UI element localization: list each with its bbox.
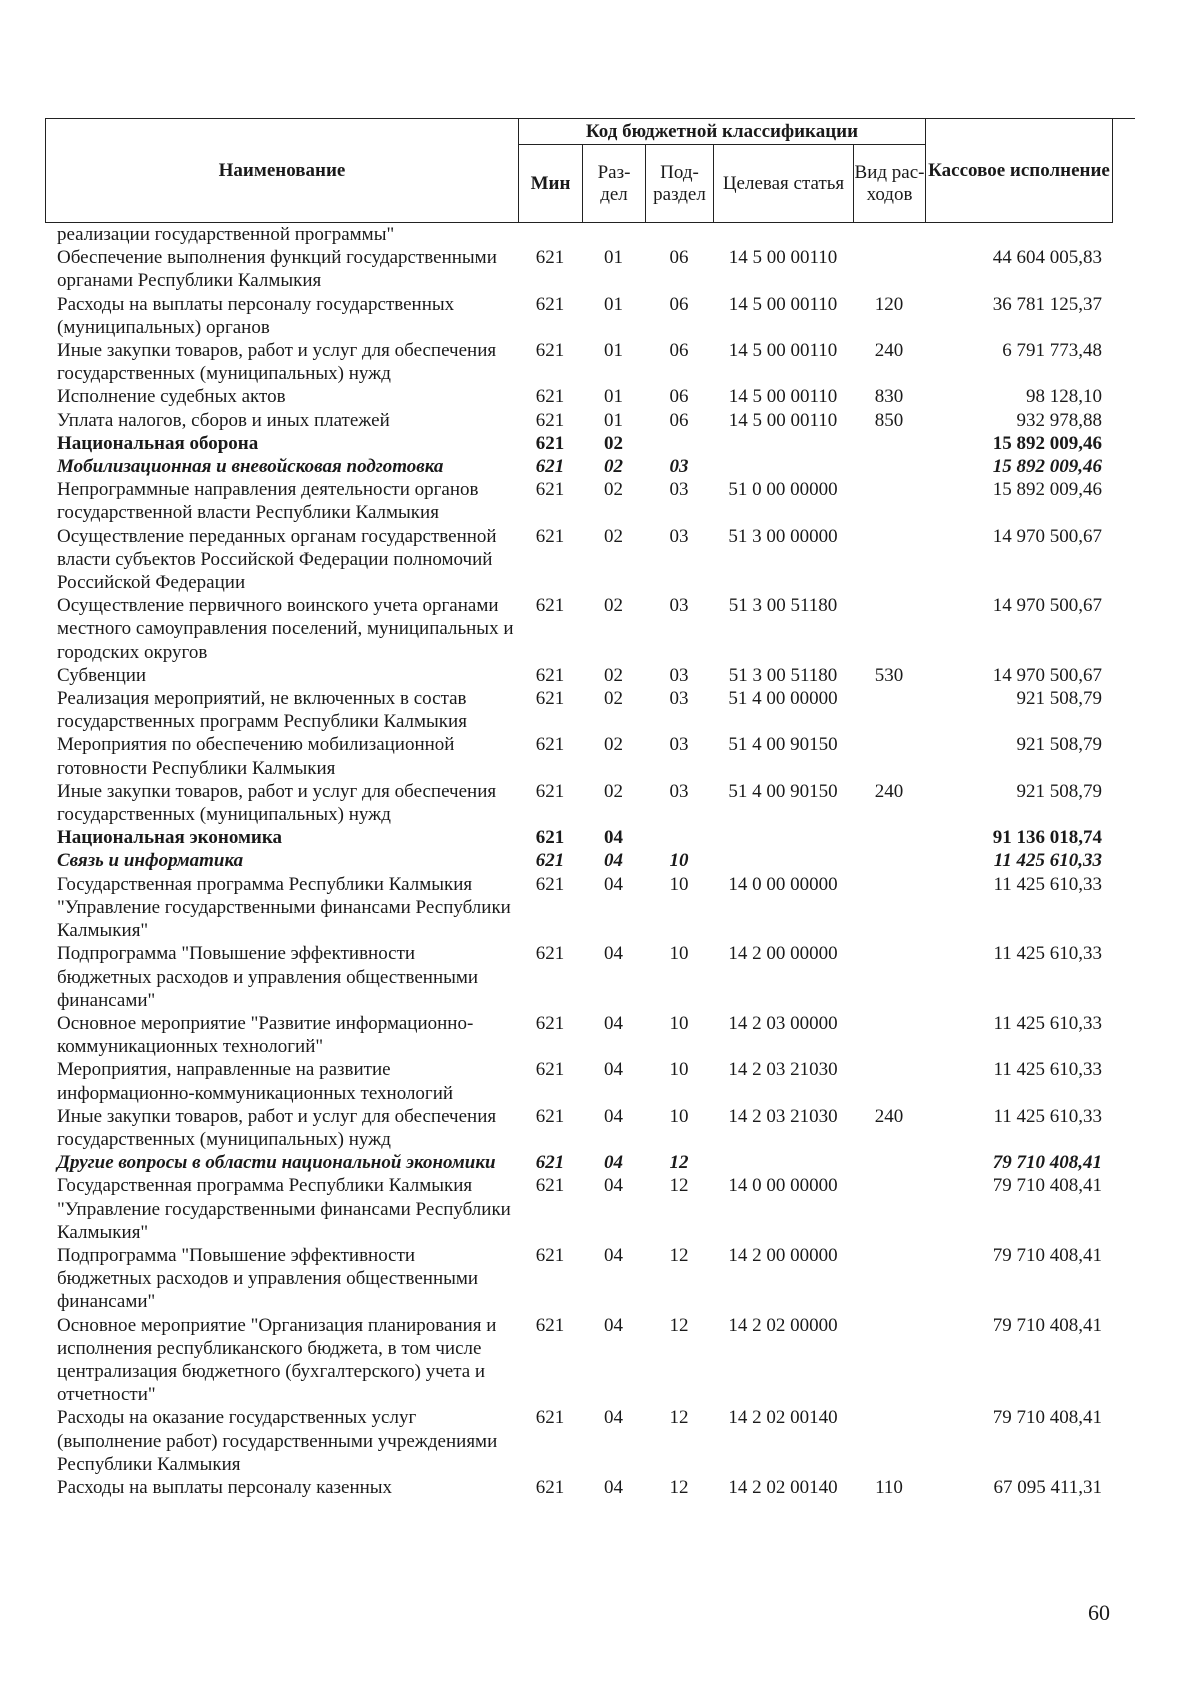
row-celevaya [713,849,853,872]
table-row [45,1174,1135,1244]
row-min: 621 [535,734,565,756]
table-row [45,1244,1135,1314]
row-razdel: 04 [604,1059,623,1081]
row-name: Расходы на выплаты персоналу государственных (муниципальных) органов [57,293,455,338]
row-sum: 79 710 408,41 [992,1152,1102,1174]
row-name: Связь и информатика [57,850,244,872]
row-name: Иные закупки товаров, работ и услуг для обеспечения государственных (муниципальных) нужд [57,780,497,826]
row-min: 621 [535,386,565,408]
row-sum: 15 892 009,46 [992,456,1102,478]
row-sum: 11 425 610,33 [993,1105,1102,1127]
header-name: Наименование [46,119,519,223]
row-sum: 11 425 610,33 [993,1012,1102,1034]
row-name: Мобилизационная и вневойсковая подготовка [57,456,444,478]
row-min: 621 [535,1244,565,1266]
row-razdel: 02 [604,734,623,756]
row-razdel: 01 [604,247,623,269]
header-podrazdel: Под- раздел [646,145,714,223]
row-name: Другие вопросы в области национальной экономики [57,1152,496,1174]
row-min: 621 [535,1476,565,1498]
row-podrazdel: 10 [669,873,689,895]
row-min: 621 [535,340,565,362]
row-razdel: 04 [604,1012,623,1034]
row-podrazdel: 06 [669,340,689,362]
row-sum: 14 970 500,67 [992,525,1102,547]
table-row [45,246,1135,292]
row-razdel: 04 [604,1175,623,1197]
row-min [518,223,582,246]
row-vid: 240 [874,780,904,802]
row-celevaya: 51 0 00 00000 [728,479,838,501]
row-sum: 11 425 610,33 [993,850,1102,872]
row-min: 621 [535,827,565,849]
row-vid [853,687,925,733]
row-sum: 15 892 009,46 [992,432,1102,454]
table-row [45,1476,1135,1499]
row-sum: 36 781 125,37 [992,293,1102,315]
row-podrazdel: 06 [669,386,689,408]
row-razdel: 02 [604,664,623,686]
row-sum: 921 508,79 [1016,780,1102,802]
row-vid [853,1174,925,1244]
table-row [45,664,1135,687]
row-sum: 79 710 408,41 [992,1244,1102,1266]
row-sum: 11 425 610,33 [993,873,1102,895]
row-name: Национальная экономика [57,827,283,849]
row-vid [853,826,925,849]
row-celevaya: 14 2 02 00000 [728,1314,838,1336]
row-celevaya [713,455,853,478]
row-vid: 830 [874,386,904,408]
row-name: Расходы на оказание государственных услуг (выполнение работ) государственными учреждениями Республики Калмыкия [57,1407,498,1475]
row-podrazdel: 10 [669,943,689,965]
row-sum: 14 970 500,67 [992,595,1102,617]
row-sum: 79 710 408,41 [992,1314,1102,1336]
row-vid [853,478,925,524]
table-row [45,293,1135,339]
row-podrazdel: 06 [669,247,689,269]
row-celevaya: 51 3 00 00000 [728,525,838,547]
row-sum [925,223,1112,246]
row-sum: 79 710 408,41 [992,1407,1102,1429]
row-razdel: 04 [604,943,623,965]
row-sum: 921 508,79 [1016,688,1102,710]
row-celevaya [713,826,853,849]
row-min: 621 [535,688,565,710]
budget-table [45,118,1135,1499]
row-name: Осуществление первичного воинского учета органами местного самоуправления поселений, муниципальных и городских округов [57,595,514,663]
row-celevaya: 14 2 00 00000 [728,943,838,965]
row-min: 621 [535,943,565,965]
row-name: Подпрограмма "Повышение эффективности бюджетных расходов и управления общественными финансами" [57,1244,479,1313]
row-razdel: 01 [604,409,623,431]
row-name: Подпрограмма "Повышение эффективности бюджетных расходов и управления общественными финансами" [57,943,479,1011]
row-sum: 44 604 005,83 [992,247,1102,269]
row-razdel: 04 [604,850,623,872]
row-razdel: 04 [604,1314,623,1336]
row-name: Субвенции [57,664,147,686]
row-celevaya: 14 2 03 00000 [728,1012,838,1034]
row-name: Основное мероприятие "Развитие информационно-коммуникационных технологий" [57,1012,474,1058]
row-razdel: 04 [604,1105,623,1127]
row-podrazdel: 03 [669,525,689,547]
row-celevaya: 51 3 00 51180 [728,664,838,686]
row-min: 621 [535,873,565,895]
row-celevaya: 14 5 00 00110 [728,293,838,315]
row-celevaya: 14 5 00 00110 [728,247,838,269]
row-vid [853,1314,925,1407]
row-vid: 530 [874,664,904,686]
row-razdel: 01 [604,293,623,315]
table-body [45,223,1135,1499]
row-name: Иные закупки товаров, работ и услуг для обеспечения государственных (муниципальных) нужд [57,1105,497,1150]
row-vid [853,1406,925,1476]
row-podrazdel [645,432,713,455]
table-row [45,478,1135,524]
row-razdel: 02 [604,688,623,710]
row-podrazdel: 03 [669,456,689,478]
row-razdel: 04 [604,1476,623,1498]
row-podrazdel: 10 [669,1105,689,1127]
row-celevaya: 14 5 00 00110 [728,340,838,362]
table-row [45,455,1135,478]
row-name: Реализация мероприятий, не включенных в состав государственных программ Республики Калмыкия [57,688,467,733]
row-min: 621 [535,409,565,431]
table-row [45,525,1135,595]
row-sum: 14 970 500,67 [992,664,1102,686]
row-celevaya [713,1151,853,1174]
row-razdel: 02 [604,456,623,478]
row-podrazdel: 12 [669,1314,689,1336]
row-razdel: 04 [604,1152,623,1174]
row-min: 621 [535,595,565,617]
row-vid: 850 [874,409,904,431]
header-min: Мин [519,145,583,223]
row-name: Государственная программа Республики Калмыкия "Управление государственными финансами Республики Калмыкия" [57,1175,511,1243]
row-vid [853,849,925,872]
row-podrazdel: 03 [669,734,689,756]
row-celevaya: 14 2 02 00140 [728,1407,838,1429]
row-min: 621 [535,1059,565,1081]
row-vid [853,246,925,292]
row-sum: 67 095 411,31 [993,1476,1102,1498]
row-sum: 91 136 018,74 [992,827,1102,849]
row-podrazdel: 12 [669,1476,689,1498]
row-vid [853,942,925,1012]
table-row [45,873,1135,943]
row-podrazdel [645,826,713,849]
table-row [45,1105,1135,1151]
header-celevaya: Целевая статья [714,145,854,223]
table-row [45,594,1135,664]
row-min: 621 [535,1175,565,1197]
row-name: Расходы на выплаты персоналу казенных [57,1476,393,1498]
row-razdel: 02 [604,780,623,802]
row-razdel: 02 [604,595,623,617]
row-podrazdel: 06 [669,409,689,431]
row-celevaya: 14 5 00 00110 [728,409,838,431]
row-celevaya [713,432,853,455]
header-kbk: Код бюджетной классификации [519,119,926,145]
row-podrazdel: 10 [669,1012,689,1034]
row-celevaya: 14 0 00 00000 [728,1175,838,1197]
table-row [45,1012,1135,1058]
row-name: Основное мероприятие "Организация планирования и исполнения республиканского бюджета, в том числе централизация бюджетного (бухгалтерского) учета и отчетности" [57,1314,497,1406]
row-sum: 932 978,88 [1016,409,1102,431]
row-sum: 15 892 009,46 [992,479,1102,501]
row-min: 621 [535,1407,565,1429]
row-sum: 79 710 408,41 [992,1175,1102,1197]
row-podrazdel: 03 [669,595,689,617]
header-razdel: Раз- дел [583,145,646,223]
row-vid: 240 [874,1105,904,1127]
row-vid [853,733,925,779]
row-sum: 6 791 773,48 [1002,340,1102,362]
table-row [45,687,1135,733]
table-row [45,826,1135,849]
row-razdel: 02 [604,432,623,454]
row-name: Мероприятия, направленные на развитие информационно-коммуникационных технологий [57,1059,454,1104]
table-row [45,1406,1135,1476]
row-podrazdel: 10 [669,850,689,872]
row-podrazdel: 10 [669,1059,689,1081]
row-vid [853,873,925,943]
table-row [45,733,1135,779]
table-row [45,942,1135,1012]
table-row [45,1151,1135,1174]
table-header [45,118,1135,223]
table-row [45,409,1135,432]
table-row [45,385,1135,408]
row-name: Обеспечение выполнения функций государственными органами Республики Калмыкия [57,247,497,292]
row-vid [853,432,925,455]
row-razdel: 04 [604,873,623,895]
row-sum: 11 425 610,33 [993,943,1102,965]
row-celevaya: 51 4 00 90150 [728,780,838,802]
row-podrazdel: 03 [669,780,689,802]
row-name: Государственная программа Республики Калмыкия "Управление государственными финансами Республики Калмыкия" [57,873,511,942]
row-name: реализации государственной программы" [57,224,395,245]
row-vid: 240 [874,340,904,362]
row-celevaya: 14 2 03 21030 [728,1059,838,1081]
row-celevaya: 51 4 00 00000 [728,688,838,710]
row-celevaya [713,223,853,246]
row-vid [853,525,925,595]
row-razdel: 04 [604,1244,623,1266]
row-name: Непрограммные направления деятельности органов государственной власти Республики Калмыкия [57,479,479,524]
row-min: 621 [535,293,565,315]
row-celevaya: 14 2 03 21030 [728,1105,838,1127]
row-min: 621 [535,780,565,802]
row-celevaya: 51 3 00 51180 [728,595,838,617]
row-vid: 120 [874,293,904,315]
row-name: Иные закупки товаров, работ и услуг для обеспечения государственных (муниципальных) нужд [57,340,497,385]
row-podrazdel: 12 [669,1244,689,1266]
table-row [45,849,1135,872]
row-podrazdel: 03 [669,664,689,686]
row-razdel [582,223,645,246]
row-min: 621 [535,1152,565,1174]
row-min: 621 [535,850,565,872]
row-razdel: 02 [604,479,623,501]
row-razdel: 04 [604,827,623,849]
table-row [45,223,1135,246]
page-number: 60 [1088,1600,1110,1625]
row-celevaya: 51 4 00 90150 [728,734,838,756]
row-name: Исполнение судебных актов [57,386,286,408]
row-podrazdel: 03 [669,479,689,501]
row-min: 621 [535,479,565,501]
row-min: 621 [535,1105,565,1127]
row-celevaya: 14 0 00 00000 [728,873,838,895]
table-row [45,1314,1135,1407]
row-vid [853,455,925,478]
row-min: 621 [535,525,565,547]
row-min: 621 [535,664,565,686]
row-razdel: 01 [604,386,623,408]
row-podrazdel [645,223,713,246]
row-razdel: 02 [604,525,623,547]
row-name: Национальная оборона [57,432,259,454]
table-row [45,339,1135,385]
row-celevaya: 14 2 00 00000 [728,1244,838,1266]
row-min: 621 [535,247,565,269]
row-min: 621 [535,1314,565,1336]
row-celevaya: 14 5 00 00110 [728,386,838,408]
table-row [45,432,1135,455]
row-razdel: 04 [604,1407,623,1429]
row-vid [853,594,925,664]
row-razdel: 01 [604,340,623,362]
row-podrazdel: 03 [669,688,689,710]
row-name: Осуществление переданных органам государственной власти субъектов Российской Федерации полномочий Российской Федерации [57,525,497,594]
row-podrazdel: 12 [669,1175,689,1197]
row-podrazdel: 06 [669,293,689,315]
row-min: 621 [535,432,565,454]
row-sum: 921 508,79 [1016,734,1102,756]
row-vid [853,1151,925,1174]
table-row [45,780,1135,826]
row-vid [853,223,925,246]
row-podrazdel: 12 [669,1152,689,1174]
header-vid: Вид рас- ходов [854,145,926,223]
row-vid [853,1244,925,1314]
row-name: Мероприятия по обеспечению мобилизационной готовности Республики Калмыкия [57,734,455,779]
row-vid [853,1012,925,1058]
row-podrazdel: 12 [669,1407,689,1429]
table-row [45,1058,1135,1104]
row-min: 621 [535,1012,565,1034]
row-min: 621 [535,456,565,478]
row-celevaya: 14 2 02 00140 [728,1476,838,1498]
row-sum: 98 128,10 [1026,386,1102,408]
header-cash: Кассовое исполнение [926,119,1113,223]
row-vid: 110 [875,1476,903,1498]
row-vid [853,1058,925,1104]
row-name: Уплата налогов, сборов и иных платежей [57,409,390,431]
row-sum: 11 425 610,33 [993,1059,1102,1081]
